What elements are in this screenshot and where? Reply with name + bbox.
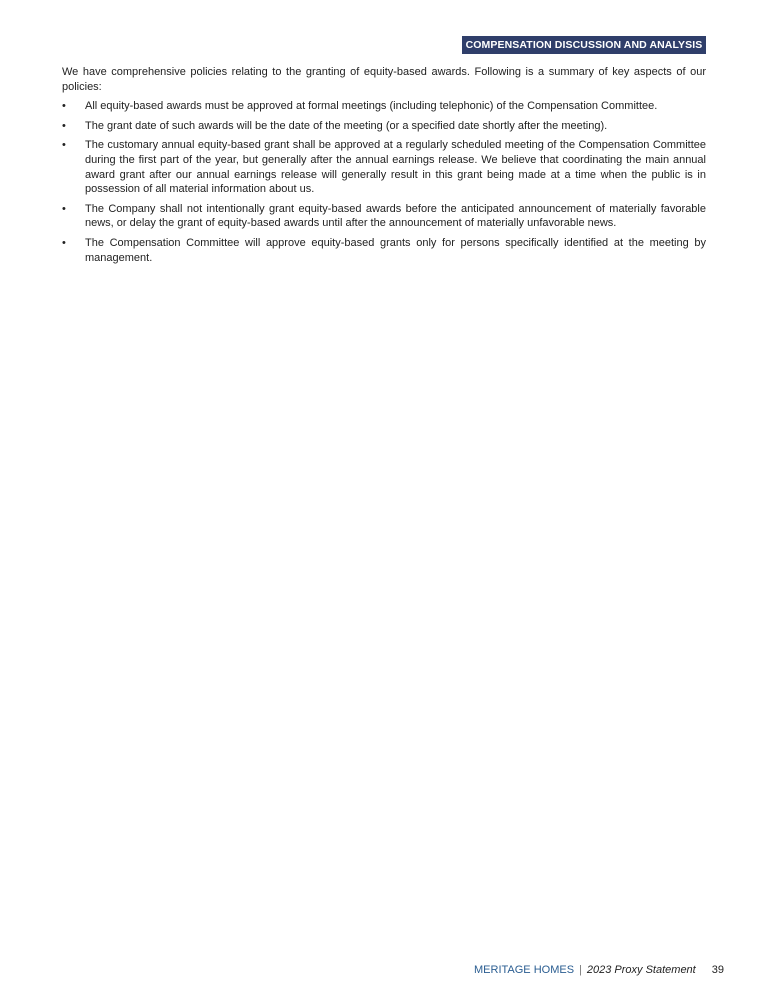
list-item — [62, 236, 706, 265]
bullet-icon: • — [62, 236, 66, 249]
list-item-text: The Compensation Committee will approve equity-based grants only for persons specifically identified at the meeting by management. — [85, 236, 706, 264]
bullet-icon: • — [62, 202, 66, 215]
footer-company: MERITAGE HOMES — [474, 964, 575, 976]
list-item-text: The Company shall not intentionally grant equity-based awards before the anticipated announcement of materially favorable news, or delay the grant of equity-based awards until after the announcement of materially unfavorable news. — [85, 202, 706, 230]
bullet-icon: • — [62, 139, 66, 152]
footer-separator: | — [579, 964, 582, 976]
list-item — [62, 202, 706, 231]
bullet-icon: • — [62, 100, 66, 113]
list-item — [62, 138, 706, 196]
page-number: 39 — [711, 964, 724, 976]
footer-document-title: 2023 Proxy Statement — [586, 964, 696, 976]
list-item-text: All equity-based awards must be approved at formal meetings (including telephonic) of the Compensation Committee. — [85, 100, 658, 113]
policy-list — [62, 99, 706, 265]
intro-paragraph: We have comprehensive policies relating to the granting of equity-based awards. Following is a summary of key aspects of our policies: — [62, 66, 706, 93]
section-header: COMPENSATION DISCUSSION AND ANALYSIS — [462, 36, 706, 54]
document-body — [62, 65, 706, 270]
list-item — [62, 99, 706, 114]
list-item — [62, 119, 706, 134]
bullet-icon: • — [62, 119, 66, 132]
list-item-text: The grant date of such awards will be the date of the meeting (or a specified date shortly after the meeting). — [85, 119, 608, 132]
list-item-text: The customary annual equity-based grant shall be approved at a regularly scheduled meeting of the Compensation Committee during the first part of the year, but generally after the annual earnings release. We believe that coordinating the main annual award grant after our annual earnings release will generally result in this grant being made at a time when the public is in possession of all material information about us. — [85, 139, 706, 196]
page-footer — [474, 964, 724, 976]
